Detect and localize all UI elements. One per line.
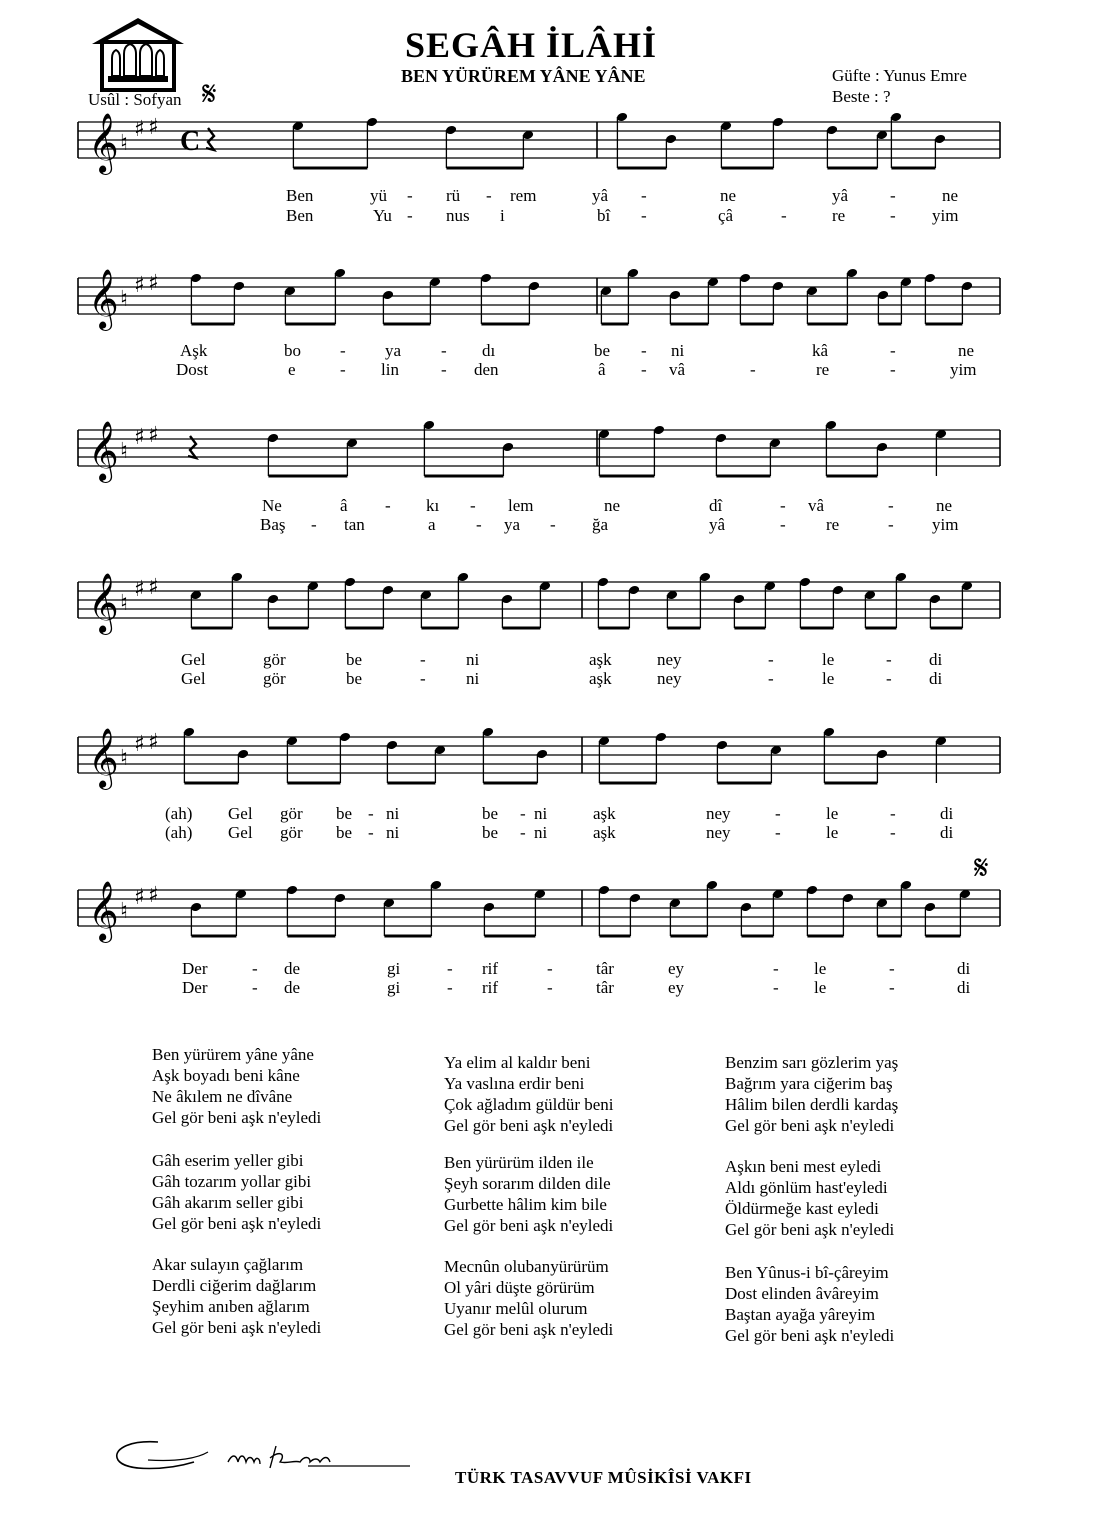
lyric-syllable: le [822,669,835,688]
lyric-syllable: rif [482,978,499,997]
lyric-syllable: yim [950,360,977,379]
lyric-syllable: yâ [832,186,849,205]
lyric-syllable: le [826,823,839,842]
lyric-syllable: aşk [593,804,616,823]
lyric-syllable: Der [182,959,208,978]
lyric-syllable: ni [534,804,548,823]
lyric-syllable: - [547,978,553,997]
lyric-syllable: Ben [286,186,314,205]
lyric-syllable: rif [482,959,499,978]
sharp-sign: ♯ [134,732,145,757]
sharp-sign: ♯ [134,577,145,602]
lyric-syllable: â [598,360,606,379]
verse-line: Gel gör beni aşk n'eyledi [152,1318,322,1337]
verse-line: Gâh tozarım yollar gibi [152,1172,312,1191]
verse-line: Gel gör beni aşk n'eyledi [725,1220,895,1239]
treble-clef: 𝄞 [88,881,119,941]
lyric-syllable: le [814,978,827,997]
lyric-syllable: yim [932,515,959,534]
lyric-syllable: be [336,804,353,823]
lyric-syllable: - [768,669,774,688]
verse-line: Gel gör beni aşk n'eyledi [725,1326,895,1345]
lyric-syllable: Gel [181,669,206,688]
lyric-syllable: - [550,515,556,534]
sharp-sign: ♯ [148,575,159,600]
verse-line: Uyanır melûl olurum [444,1299,588,1318]
lyric-syllable: - [890,804,896,823]
verse-block-3 [152,1254,321,1338]
staff-drawing [78,562,1000,662]
lyric-syllable: nus [446,206,470,225]
verse-line: Aldı gönlüm hast'eyledi [725,1178,888,1197]
lyric-syllable: gör [280,823,303,842]
lyric-syllable: - [252,978,258,997]
verse-line: Gel gör beni aşk n'eyledi [152,1108,322,1127]
lyric-syllable: - [252,959,258,978]
lyric-syllable: Gel [228,804,253,823]
verse-line: Öldürmeğe kast eyledi [725,1199,879,1218]
lyric-syllable: gi [387,978,401,997]
lyric-syllable: Dost [176,360,209,379]
lyric-syllable: kı [426,496,440,515]
verse-line: Mecnûn olubanyürürüm [444,1257,609,1276]
staff-drawing [78,410,1000,510]
lyric-syllable: - [441,360,447,379]
lyric-syllable: be [482,823,499,842]
lyric-syllable: - [311,515,317,534]
verse-line: Gel gör beni aşk n'eyledi [152,1214,322,1233]
treble-clef: 𝄞 [88,269,119,329]
lyric-syllable: re [826,515,840,534]
sharp-sign: ♯ [134,273,145,298]
natural-sign: ♮ [120,439,128,464]
lyric-syllable: ne [958,341,975,360]
lyric-syllable: - [773,978,779,997]
verse-line: Aşkın beni mest eyledi [725,1157,882,1176]
lyric-syllable: di [957,978,971,997]
lyric-syllable: di [929,669,943,688]
staff-system [78,562,1000,662]
sharp-sign: ♯ [148,883,159,908]
lyric-syllable: - [641,360,647,379]
lyric-syllable: den [474,360,499,379]
lyric-syllable: ğa [592,515,609,534]
page-subtitle: BEN YÜRÜREM YÂNE YÂNE [401,66,646,86]
verse-line: Gel gör beni aşk n'eyledi [444,1216,614,1235]
lyric-syllable: le [826,804,839,823]
lyric-syllable: yim [932,206,959,225]
verse-line: Benzim sarı gözlerim yaş [725,1053,899,1072]
verse-line: Baştan ayağa yâreyim [725,1305,876,1324]
verse-line: Şeyhim anıben ağlarım [152,1297,310,1316]
verse-line: Bağrım yara ciğerim baş [725,1074,893,1093]
lyric-syllable: aşk [589,650,612,669]
treble-clef: 𝄞 [88,728,119,788]
lyric-syllable: ey [668,978,685,997]
lyric-syllable: i [500,206,505,225]
lyric-syllable: be [336,823,353,842]
verse-line: Çok ağladım güldür beni [444,1095,614,1114]
verse-line: Derdli ciğerim dağlarım [152,1276,317,1295]
lyric-syllable: - [773,959,779,978]
verse-block-2 [152,1150,321,1234]
lyric-syllable: bî [597,206,611,225]
staff-system [78,870,1000,970]
lyric-syllable: - [547,959,553,978]
lyric-syllable: - [888,496,894,515]
verse-line: Ya elim al kaldır beni [444,1053,591,1072]
lyric-syllable: - [890,360,896,379]
lyric-syllable: târ [596,978,614,997]
verse-line: Ben yürürem yâne yâne [152,1045,314,1064]
lyric-syllable: gör [263,669,286,688]
verse-line: Gel gör beni aşk n'eyledi [444,1320,614,1339]
lyric-syllable: ne [936,496,953,515]
lyric-syllable: â [340,496,348,515]
verse-line: Dost elinden âvâreyim [725,1284,879,1303]
lyric-syllable: - [775,823,781,842]
lyric-syllable: re [816,360,830,379]
treble-clef: 𝄞 [88,113,119,173]
verse-line: Ya vaslına erdir beni [444,1074,585,1093]
lyric-syllable: Yu [373,206,392,225]
verse-block-6 [444,1256,613,1340]
lyric-syllable: gi [387,959,401,978]
lyric-syllable: ney [706,804,731,823]
sharp-sign: ♯ [148,730,159,755]
lyric-syllable: - [775,804,781,823]
lyric-syllable: ni [466,650,480,669]
lyric-syllable: lin [381,360,399,379]
verse-line: Gâh eserim yeller gibi [152,1151,304,1170]
lyric-syllable: dî [709,496,723,515]
composer: Beste : ? [832,87,891,106]
lyric-syllable: - [768,650,774,669]
lyric-syllable: le [822,650,835,669]
segno-end-sign: 𝄋 [974,848,989,888]
staff-system [78,410,1000,510]
lyric-syllable: - [520,823,526,842]
lyric-syllable: a [428,515,436,534]
verse-line: Ol yâri düşte görürüm [444,1278,595,1297]
treble-clef: 𝄞 [88,573,119,633]
lyric-syllable: - [470,496,476,515]
lyric-syllable: Aşk [180,341,208,360]
lyric-syllable: - [407,206,413,225]
lyric-syllable: e [288,360,296,379]
verse-line: Gâh akarım seller gibi [152,1193,304,1212]
natural-sign: ♮ [120,746,128,771]
lyric-syllable: dı [482,341,496,360]
sharp-sign: ♯ [134,425,145,450]
lyric-syllable: gör [263,650,286,669]
lyric-syllable: - [420,669,426,688]
lyric-syllable: aşk [593,823,616,842]
lyric-syllable: be [346,669,363,688]
sharp-sign: ♯ [148,423,159,448]
lyric-syllable: - [340,341,346,360]
verse-line: Gel gör beni aşk n'eyledi [725,1116,895,1135]
verse-block-8 [725,1156,894,1240]
lyric-syllable: - [447,959,453,978]
lyric-syllable: - [886,650,892,669]
sharp-sign: ♯ [148,115,159,140]
usul-label: Usûl : Sofyan [88,90,182,109]
lyric-syllable: Ben [286,206,314,225]
verse-line: Ben yürürüm ilden ile [444,1153,594,1172]
lyric-syllable: Baş [260,515,286,534]
verse-block-1 [152,1044,321,1128]
lyric-syllable: - [441,341,447,360]
verse-block-5 [444,1152,613,1236]
lyric-syllable: - [641,186,647,205]
lyric-syllable: - [780,515,786,534]
verse-line: Aşk boyadı beni kâne [152,1066,300,1085]
foundation-logo [88,14,188,94]
lyric-syllable: - [641,206,647,225]
sharp-sign: ♯ [134,117,145,142]
natural-sign: ♮ [120,899,128,924]
verse-block-7 [725,1052,898,1136]
lyric-syllable: re [832,206,846,225]
lyric-syllable: - [750,360,756,379]
staff-drawing [78,717,1000,817]
time-signature: C [180,126,201,157]
lyric-syllable: tan [344,515,365,534]
lyric-syllable: ney [657,669,682,688]
lyric-syllable: yâ [709,515,726,534]
lyric-syllable: aşk [589,669,612,688]
natural-sign: ♮ [120,131,128,156]
lyric-syllable: yâ [592,186,609,205]
natural-sign: ♮ [120,287,128,312]
lyric-syllable: (ah) [165,823,193,842]
signature [108,1432,418,1478]
verse-line: Ne âkılem ne dîvâne [152,1087,293,1106]
lyric-syllable: - [447,978,453,997]
lyric-syllable: kâ [812,341,829,360]
lyric-syllable: - [368,823,374,842]
lyric-syllable: - [385,496,391,515]
lyricist: Güfte : Yunus Emre [832,66,967,85]
lyric-syllable: - [486,186,492,205]
lyric-syllable: - [889,959,895,978]
lyric-syllable: ne [604,496,621,515]
staff-system [78,717,1000,817]
lyric-syllable: be [482,804,499,823]
lyric-syllable: be [346,650,363,669]
sharp-sign: ♯ [134,885,145,910]
lyric-syllable: ey [668,959,685,978]
staff-system [78,258,1000,358]
lyric-syllable: ya [504,515,521,534]
lyric-syllable: bo [284,341,301,360]
lyric-syllable: Gel [181,650,206,669]
lyric-syllable: di [929,650,943,669]
lyric-syllable: - [641,341,647,360]
verse-line: Şeyh sorarım dilden dile [444,1174,611,1193]
staff-drawing [78,258,1000,358]
lyric-syllable: - [368,804,374,823]
lyric-syllable: çâ [718,206,734,225]
treble-clef: 𝄞 [88,421,119,481]
staff-system [78,102,1000,202]
lyric-syllable: - [890,186,896,205]
lyric-syllable: yü [370,186,387,205]
lyric-syllable: di [940,804,954,823]
lyric-syllable: - [520,804,526,823]
lyric-syllable: vâ [669,360,686,379]
staff-drawing [78,870,1000,970]
segno-sign: 𝄋 [202,74,217,114]
lyric-syllable: - [420,650,426,669]
lyric-syllable: ni [534,823,548,842]
lyric-syllable: gör [280,804,303,823]
lyric-syllable: Gel [228,823,253,842]
lyric-syllable: - [890,823,896,842]
lyric-syllable: de [284,978,301,997]
lyric-syllable: ni [386,823,400,842]
lyric-syllable: - [886,669,892,688]
lyric-syllable: - [889,978,895,997]
lyric-syllable: - [781,206,787,225]
lyric-syllable: - [780,496,786,515]
lyric-syllable: di [957,959,971,978]
page-title: SEGÂH İLÂHİ [405,25,658,65]
lyric-syllable: rem [510,186,537,205]
lyric-syllable: be [594,341,611,360]
lyric-syllable: - [890,341,896,360]
lyric-syllable: ney [706,823,731,842]
lyric-syllable: ni [671,341,685,360]
lyric-syllable: - [890,206,896,225]
lyric-syllable: - [407,186,413,205]
verse-line: Hâlim bilen derdli kardaş [725,1095,899,1114]
lyric-syllable: lem [508,496,534,515]
verse-block-9 [725,1262,894,1346]
lyric-syllable: ney [657,650,682,669]
lyric-syllable: - [340,360,346,379]
lyric-syllable: rü [446,186,461,205]
lyric-syllable: di [940,823,954,842]
lyric-syllable: ne [942,186,959,205]
lyric-syllable: ni [466,669,480,688]
lyric-syllable: vâ [808,496,825,515]
lyric-syllable: târ [596,959,614,978]
verse-line: Gurbette hâlim kim bile [444,1195,607,1214]
lyric-syllable: ni [386,804,400,823]
lyric-syllable: - [888,515,894,534]
staff-drawing [78,102,1000,202]
lyric-syllable: Der [182,978,208,997]
verse-line: Akar sulayın çağlarım [152,1255,304,1274]
lyric-syllable: - [476,515,482,534]
footer-organization: TÜRK TASAVVUF MÛSİKÎSİ VAKFI [455,1468,752,1487]
lyric-syllable: ya [385,341,402,360]
verse-line: Ben Yûnus-i bî-çâreyim [725,1263,889,1282]
lyric-syllable: de [284,959,301,978]
verse-block-4 [444,1052,614,1136]
lyric-syllable: Ne [262,496,282,515]
lyric-syllable: le [814,959,827,978]
lyric-syllable: ne [720,186,737,205]
sharp-sign: ♯ [148,271,159,296]
natural-sign: ♮ [120,591,128,616]
lyric-syllable: (ah) [165,804,193,823]
verse-line: Gel gör beni aşk n'eyledi [444,1116,614,1135]
